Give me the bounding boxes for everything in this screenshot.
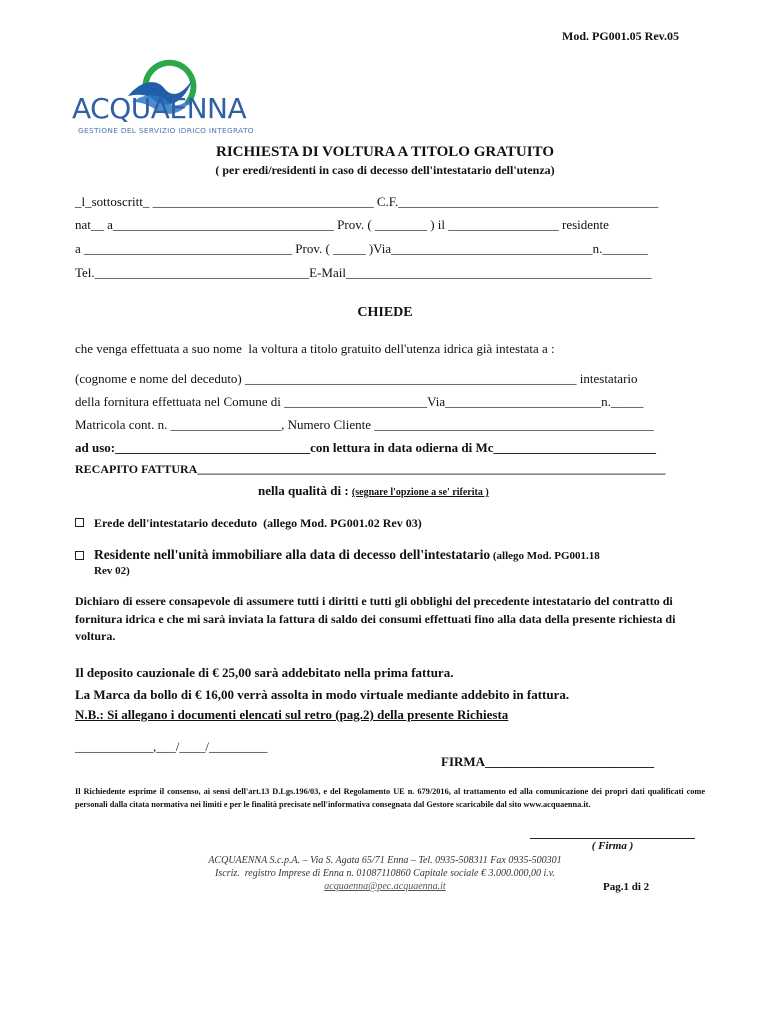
field-contatti[interactable]: Tel._________________________________E-Mail_______________________________________________ — [75, 265, 652, 280]
option-residente — [94, 547, 600, 563]
logo-tagline: GESTIONE DEL SERVIZIO IDRICO INTEGRATO — [78, 126, 254, 135]
quality-hint: (segnare l'opzione a se' riferita ) — [351, 487, 489, 498]
field-residenza[interactable]: a ________________________________ Prov. ( _____ )Via_______________________________n._______ — [75, 241, 648, 256]
checkbox-residente[interactable] — [75, 551, 84, 560]
option-erede: Erede dell'intestatario deceduto (allego Mod. PG001.02 Rev 03) — [94, 516, 422, 530]
field-nascita[interactable]: nat__ a__________________________________ Prov. ( ________ ) il _________________ residente — [75, 217, 609, 232]
company-logo — [72, 40, 270, 140]
logo-brand: ACQUAENNA — [72, 92, 247, 125]
footer-pec-link[interactable]: acquaenna@pec.acquaenna.it — [324, 881, 446, 892]
nb-attachments: N.B.: Si allegano i documenti elencati sul retro (pag.2) della presente Richiesta — [75, 707, 509, 722]
field-uso-lettura[interactable]: ad uso:______________________________con lettura in data odierna di Mc_________________________ — [75, 440, 657, 455]
form-title: RICHIESTA DI VOLTURA A TITOLO GRATUITO — [215, 144, 555, 160]
field-comune-via[interactable]: della fornitura effettuata nel Comune di ______________________Via________________________n._____ — [75, 394, 644, 409]
chiede-heading: CHIEDE — [357, 305, 413, 320]
privacy-consent: Il Richiedente esprime il consenso, ai sensi dell'art.13 D.Lgs.196/03, e del Regolamento UE n. 679/2016, al trattamento ed alla comunicazione dei propri dati qualificati come personali dalla citata normativa nei limiti e per le finalità precisate nell'informativa consegnata dal Gestore scaricabile dal sito www.acquaenna.it. — [75, 787, 705, 809]
signature-caption: ( Firma ) — [591, 840, 634, 852]
date-place-field[interactable]: ____________,___/____/_________ — [75, 739, 268, 754]
declaration-text: Dichiaro di essere consapevole di assumere tutti i diritti e tutti gli obblighi del precedente intestatario del contratto di fornitura idrica e che mi sarà inviata la fattura di saldo dei consumi effettuati fino alla data della presente richiesta di voltura. — [75, 594, 676, 643]
request-text: che venga effettuata a suo nome la voltura a titolo gratuito dell'utenza idrica già intestata a : — [75, 341, 555, 356]
option-residente-rev: Rev 02) — [94, 565, 130, 577]
field-deceduto[interactable]: (cognome e nome del deceduto) ___________________________________________________ intestatario — [75, 371, 638, 386]
stamp-duty-text: La Marca da bollo di € 16,00 verrà assolta in modo virtuale mediante addebito in fattura. — [75, 687, 570, 702]
signature-field[interactable]: FIRMA__________________________ — [441, 754, 655, 769]
signature-line[interactable] — [530, 838, 695, 839]
field-recapito-fattura[interactable]: RECAPITO FATTURA______________________________________________________________________________ — [75, 462, 666, 476]
quality-label — [258, 483, 489, 499]
field-sottoscritto-cf[interactable]: _l_sottoscritt_ __________________________________ C.F.________________________________________ — [75, 194, 659, 209]
deposit-text: Il deposito cauzionale di € 25,00 sarà addebitato nella prima fattura. — [75, 665, 454, 680]
quality-label-text: nella qualità di : — [258, 483, 352, 498]
checkbox-erede[interactable] — [75, 518, 84, 527]
footer-address: ACQUAENNA S.c.p.A. – Via S. Agata 65/71 Enna – Tel. 0935-508311 Fax 0935-500301 — [208, 855, 562, 866]
field-matricola-cliente[interactable]: Matricola cont. n. _________________, Numero Cliente ___________________________________________ — [75, 417, 654, 432]
option-residente-main: Residente nell'unità immobiliare alla data di decesso dell'intestatario — [94, 547, 491, 562]
option-residente-note: (allego Mod. PG001.18 — [490, 550, 600, 562]
form-subtitle: ( per eredi/residenti in caso di decesso dell'intestatario dell'utenza) — [215, 163, 555, 177]
form-code: Mod. PG001.05 Rev.05 — [562, 29, 679, 43]
page-number: Pag.1 di 2 — [603, 881, 650, 893]
footer-registry: Iscriz. registro Imprese di Enna n. 01087110860 Capitale sociale € 3.000.000,00 i.v. — [215, 868, 555, 879]
